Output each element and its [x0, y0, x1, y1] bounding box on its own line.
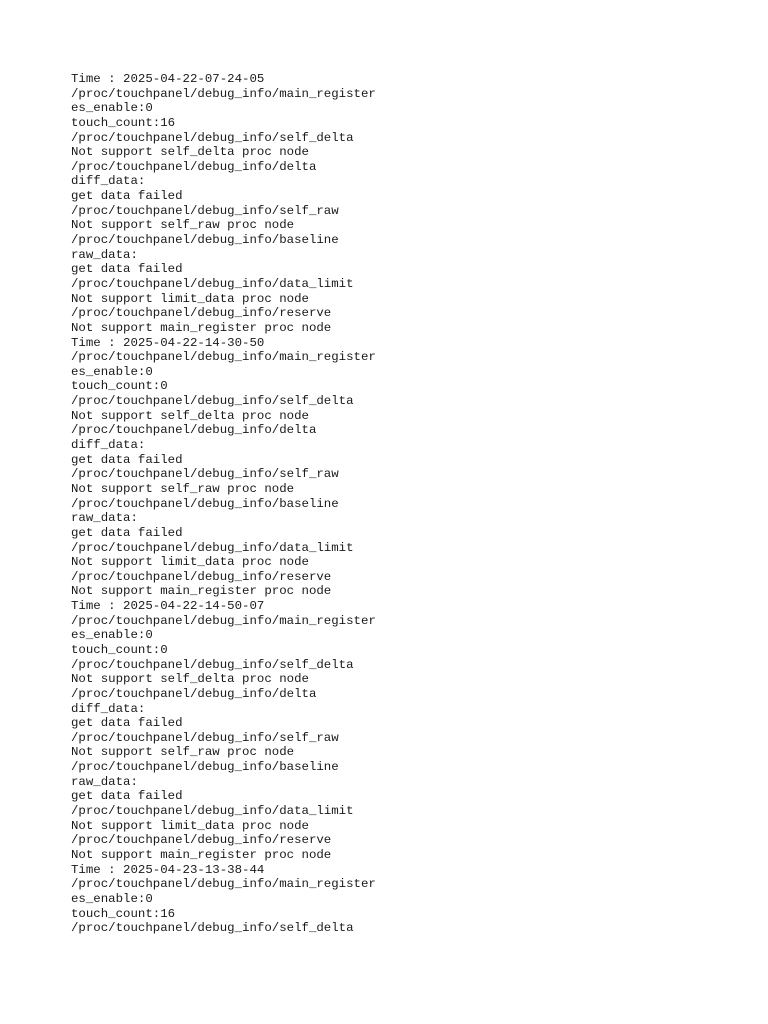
- log-line: /proc/touchpanel/debug_info/self_raw: [71, 730, 339, 745]
- log-line: /proc/touchpanel/debug_info/self_raw: [71, 467, 339, 482]
- log-line: Not support self_delta proc node: [71, 408, 309, 423]
- log-line: Not support main_register proc node: [71, 847, 332, 862]
- log-line: touch_count:0: [71, 379, 168, 394]
- log-line: get data failed: [71, 452, 183, 467]
- log-line: Not support self_raw proc node: [71, 481, 295, 496]
- log-line: Not support limit_data proc node: [71, 818, 309, 833]
- log-line: Not support main_register proc node: [71, 320, 332, 335]
- log-line: get data failed: [71, 189, 183, 204]
- log-line: /proc/touchpanel/debug_info/reserve: [71, 833, 332, 848]
- log-line: /proc/touchpanel/debug_info/delta: [71, 686, 317, 701]
- log-line: /proc/touchpanel/debug_info/reserve: [71, 306, 332, 321]
- log-line: Time : 2025-04-22-14-50-07: [71, 599, 265, 614]
- log-line: raw_data:: [71, 247, 138, 262]
- log-line: /proc/touchpanel/debug_info/reserve: [71, 569, 332, 584]
- log-line: Time : 2025-04-23-13-38-44: [71, 862, 265, 877]
- log-line: Not support limit_data proc node: [71, 555, 309, 570]
- log-line: Time : 2025-04-22-07-24-05: [71, 72, 265, 86]
- log-line: /proc/touchpanel/debug_info/baseline: [71, 233, 339, 248]
- log-line: get data failed: [71, 525, 183, 540]
- log-line: /proc/touchpanel/debug_info/main_register: [71, 877, 376, 892]
- log-line: /proc/touchpanel/debug_info/self_delta: [71, 657, 354, 672]
- log-line: /proc/touchpanel/debug_info/main_register: [71, 86, 376, 101]
- log-line: /proc/touchpanel/debug_info/main_register: [71, 350, 376, 365]
- log-line: /proc/touchpanel/debug_info/delta: [71, 423, 317, 438]
- log-line: /proc/touchpanel/debug_info/data_limit: [71, 276, 354, 291]
- log-line: /proc/touchpanel/debug_info/self_delta: [71, 394, 354, 409]
- log-line: Not support self_delta proc node: [71, 145, 309, 160]
- log-line: es_enable:0: [71, 628, 153, 643]
- log-line: diff_data:: [71, 438, 146, 453]
- log-line: Not support limit_data proc node: [71, 291, 309, 306]
- log-line: touch_count:16: [71, 906, 176, 921]
- log-line: /proc/touchpanel/debug_info/data_limit: [71, 540, 354, 555]
- log-line: raw_data:: [71, 511, 138, 526]
- log-line: Not support main_register proc node: [71, 584, 332, 599]
- log-line: /proc/touchpanel/debug_info/data_limit: [71, 804, 354, 819]
- log-line: touch_count:16: [71, 115, 176, 130]
- log-line: /proc/touchpanel/debug_info/baseline: [71, 760, 339, 775]
- log-line: touch_count:0: [71, 642, 168, 657]
- log-line: /proc/touchpanel/debug_info/main_register: [71, 613, 376, 628]
- log-line: get data failed: [71, 262, 183, 277]
- log-line: diff_data:: [71, 701, 146, 716]
- log-line: /proc/touchpanel/debug_info/self_delta: [71, 130, 354, 145]
- log-line: es_enable:0: [71, 364, 153, 379]
- log-line: Not support self_raw proc node: [71, 745, 295, 760]
- log-line: get data failed: [71, 716, 183, 731]
- log-line: get data failed: [71, 789, 183, 804]
- log-line: Not support self_delta proc node: [71, 672, 309, 687]
- log-line: /proc/touchpanel/debug_info/delta: [71, 159, 317, 174]
- log-line: es_enable:0: [71, 101, 153, 116]
- log-line: Time : 2025-04-22-14-30-50: [71, 335, 265, 350]
- log-line: /proc/touchpanel/debug_info/self_delta: [71, 921, 354, 936]
- log-line: /proc/touchpanel/debug_info/self_raw: [71, 203, 339, 218]
- log-line: /proc/touchpanel/debug_info/baseline: [71, 496, 339, 511]
- log-line: diff_data:: [71, 174, 146, 189]
- log-line: es_enable:0: [71, 891, 153, 906]
- log-text-block: [71, 72, 376, 936]
- log-line: raw_data:: [71, 774, 138, 789]
- log-line: Not support self_raw proc node: [71, 218, 295, 233]
